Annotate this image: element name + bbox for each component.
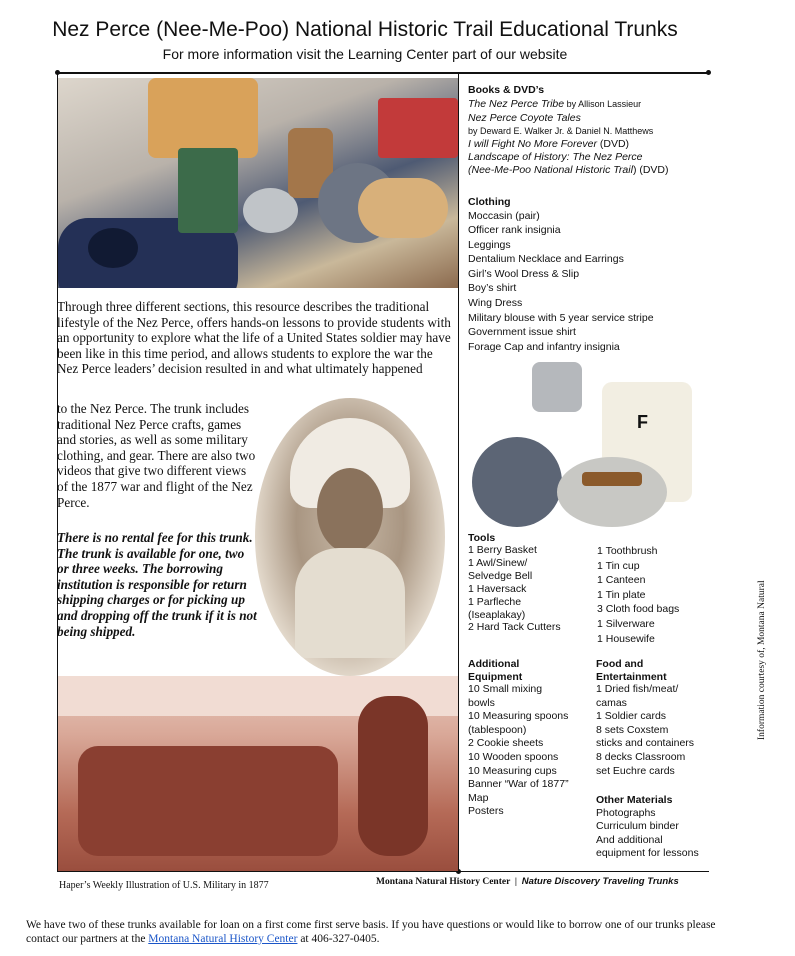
footer-org: Montana Natural History Center bbox=[376, 877, 511, 887]
book-item: Landscape of History: The Nez Perce bbox=[468, 151, 643, 164]
list-item: And additional bbox=[596, 833, 663, 846]
list-item: camas bbox=[596, 696, 627, 709]
book-item: Nez Perce Coyote Tales bbox=[468, 112, 581, 125]
forage-cap-image bbox=[88, 228, 138, 268]
list-item: 10 Measuring spoons bbox=[468, 710, 569, 723]
list-item: 8 sets Coxstem bbox=[596, 723, 669, 736]
list-item: 8 decks Classroom bbox=[596, 750, 686, 763]
trunk-contents-photo bbox=[58, 78, 458, 288]
rental-notice: There is no rental fee for this trunk. The trunk is available for one, two or three weeks. The borrowing institution is responsible for return shipping charges or for picking up and dropping off the trunk if it is not being shipped. bbox=[57, 530, 257, 639]
tools-list-right bbox=[597, 544, 679, 646]
list-item: 1 Soldier cards bbox=[596, 710, 667, 723]
additional-equipment-section bbox=[468, 658, 593, 819]
page-title: Nez Perce (Nee-Me-Poo) National Historic Trail Educational Trunks bbox=[52, 18, 678, 41]
side-credit: Information courtesy of, Montana Natural bbox=[757, 580, 767, 740]
rule-dot-right bbox=[706, 70, 711, 75]
list-item: set Euchre cards bbox=[596, 764, 675, 777]
footer-separator: | bbox=[514, 877, 517, 887]
tin-plate-image bbox=[557, 457, 667, 527]
trunk-items-photo bbox=[462, 362, 692, 532]
footer-program: Nature Discovery Traveling Trunks bbox=[521, 876, 679, 887]
harpers-caption: Haper’s Weekly Illustration of U.S. Military in 1877 bbox=[59, 880, 269, 891]
clothing-section bbox=[468, 196, 708, 354]
mnhc-link[interactable]: Montana Natural History Center bbox=[148, 933, 298, 945]
painted-parfleche-image bbox=[148, 78, 258, 158]
harpers-illustration bbox=[58, 676, 458, 871]
list-item: equipment for lessons bbox=[596, 847, 699, 860]
food-heading-line2: Entertainment bbox=[596, 670, 667, 683]
book-item: I will Fight No More Forever (DVD) bbox=[468, 137, 630, 150]
footer-credit bbox=[376, 876, 679, 887]
list-item: Girl’s Wool Dress & Slip bbox=[468, 267, 580, 280]
list-item: Banner “War of 1877” bbox=[468, 778, 569, 791]
list-item: 2 Cookie sheets bbox=[468, 737, 544, 750]
moccasins-image bbox=[358, 178, 448, 238]
list-item: bowls bbox=[468, 696, 495, 709]
tools-heading: Tools bbox=[468, 532, 496, 544]
book-item: by Deward E. Walker Jr. & Daniel N. Matthews bbox=[468, 125, 654, 136]
list-item: Officer rank insignia bbox=[468, 224, 561, 237]
list-item: Posters bbox=[468, 805, 504, 818]
bottom-rule bbox=[57, 871, 709, 872]
book-item: (Nee-Me-Poo National Historic Trail) (DVD) bbox=[468, 164, 669, 177]
list-item: (Iseaplakay) bbox=[468, 608, 526, 621]
intro-paragraph-continued: to the Nez Perce. The trunk includes traditional Nez Perce crafts, games and stories, as well as some military clothing, and gear. There are also two videos that give two different views of the 1877 war and flight of the Nez Perce. bbox=[57, 401, 256, 510]
tools-list-left bbox=[468, 544, 561, 634]
mounted-officer-image bbox=[358, 696, 428, 856]
list-item: 1 Silverware bbox=[597, 617, 655, 630]
food-entertainment-section bbox=[596, 658, 716, 778]
list-item: 1 Tin plate bbox=[597, 588, 646, 601]
list-item: 10 Small mixing bbox=[468, 683, 543, 695]
list-item: 1 Parfleche bbox=[468, 595, 522, 608]
list-item: Curriculum binder bbox=[596, 820, 679, 833]
list-item: 1 Awl/Sinew/ bbox=[468, 556, 528, 569]
list-item: Photographs bbox=[596, 806, 656, 819]
list-item: 10 Wooden spoons bbox=[468, 750, 559, 763]
list-item: Selvedge Bell bbox=[468, 569, 533, 582]
list-item: Military blouse with 5 year service stripe bbox=[468, 311, 654, 324]
books-section bbox=[468, 84, 708, 177]
canteen-image bbox=[472, 437, 562, 527]
other-heading: Other Materials bbox=[596, 794, 673, 806]
list-item: 2 Hard Tack Cutters bbox=[468, 621, 561, 634]
list-item: sticks and containers bbox=[596, 737, 695, 750]
list-item: Map bbox=[468, 791, 489, 804]
list-item: Boy’s shirt bbox=[468, 282, 517, 295]
list-item: 1 Canteen bbox=[597, 574, 646, 587]
book-item: The Nez Perce Tribe by Allison Lassieur bbox=[468, 97, 642, 110]
silverware-image bbox=[582, 472, 642, 486]
face-image bbox=[317, 468, 383, 553]
necklace-image bbox=[295, 548, 405, 658]
page-subtitle: For more information visit the Learning Center part of our website bbox=[162, 46, 568, 62]
clothing-heading: Clothing bbox=[468, 196, 511, 208]
list-item: 1 Tin cup bbox=[597, 559, 640, 572]
book-image bbox=[178, 148, 238, 233]
additional-heading: Additional bbox=[468, 658, 520, 670]
list-item: 1 Housewife bbox=[597, 632, 655, 645]
books-heading: Books & DVD’s bbox=[468, 84, 545, 96]
food-heading: Food and bbox=[596, 658, 644, 670]
chief-joseph-portrait bbox=[255, 398, 445, 676]
list-item: Moccasin (pair) bbox=[468, 209, 540, 222]
list-item: Dentalium Necklace and Earrings bbox=[468, 253, 624, 266]
intro-paragraph: Through three different sections, this resource describes the traditional lifestyle of the Nez Perce, offers hands-on lessons to provide students with an opportunity to explore what the life of a United States soldier may have been like in this time period, and allows students to explore the war the Nez Perce leaders’ decision resulted in and what ultimately happened bbox=[57, 299, 451, 377]
list-item: 1 Haversack bbox=[468, 582, 527, 595]
contact-paragraph: We have two of these trunks available for loan on a first come first serve basis. If you have questions or would like to borrow one of our trunks please contact our partners at the Montana Natural History Center at 406-327-0405. bbox=[26, 919, 716, 945]
list-item: 1 Dried fish/meat/ bbox=[596, 683, 679, 695]
red-cloth-image bbox=[378, 98, 458, 158]
bag-letter: F bbox=[637, 412, 648, 432]
list-item: 3 Cloth food bags bbox=[597, 603, 680, 616]
top-rule bbox=[57, 72, 709, 74]
list-item: 1 Toothbrush bbox=[597, 545, 658, 557]
list-item: Forage Cap and infantry insignia bbox=[468, 340, 620, 353]
column-divider bbox=[458, 74, 459, 872]
other-materials-section bbox=[596, 794, 716, 861]
marching-soldiers-image bbox=[78, 746, 338, 856]
list-item: 10 Measuring cups bbox=[468, 764, 557, 777]
list-item: 1 Berry Basket bbox=[468, 544, 537, 556]
list-item: Government issue shirt bbox=[468, 326, 576, 339]
additional-heading-line2: Equipment bbox=[468, 670, 523, 683]
list-item: Wing Dress bbox=[468, 297, 523, 310]
tools-section bbox=[468, 532, 708, 545]
tin-cup-image bbox=[532, 362, 582, 412]
list-item: Leggings bbox=[468, 238, 511, 251]
list-item: (tablespoon) bbox=[468, 723, 527, 736]
